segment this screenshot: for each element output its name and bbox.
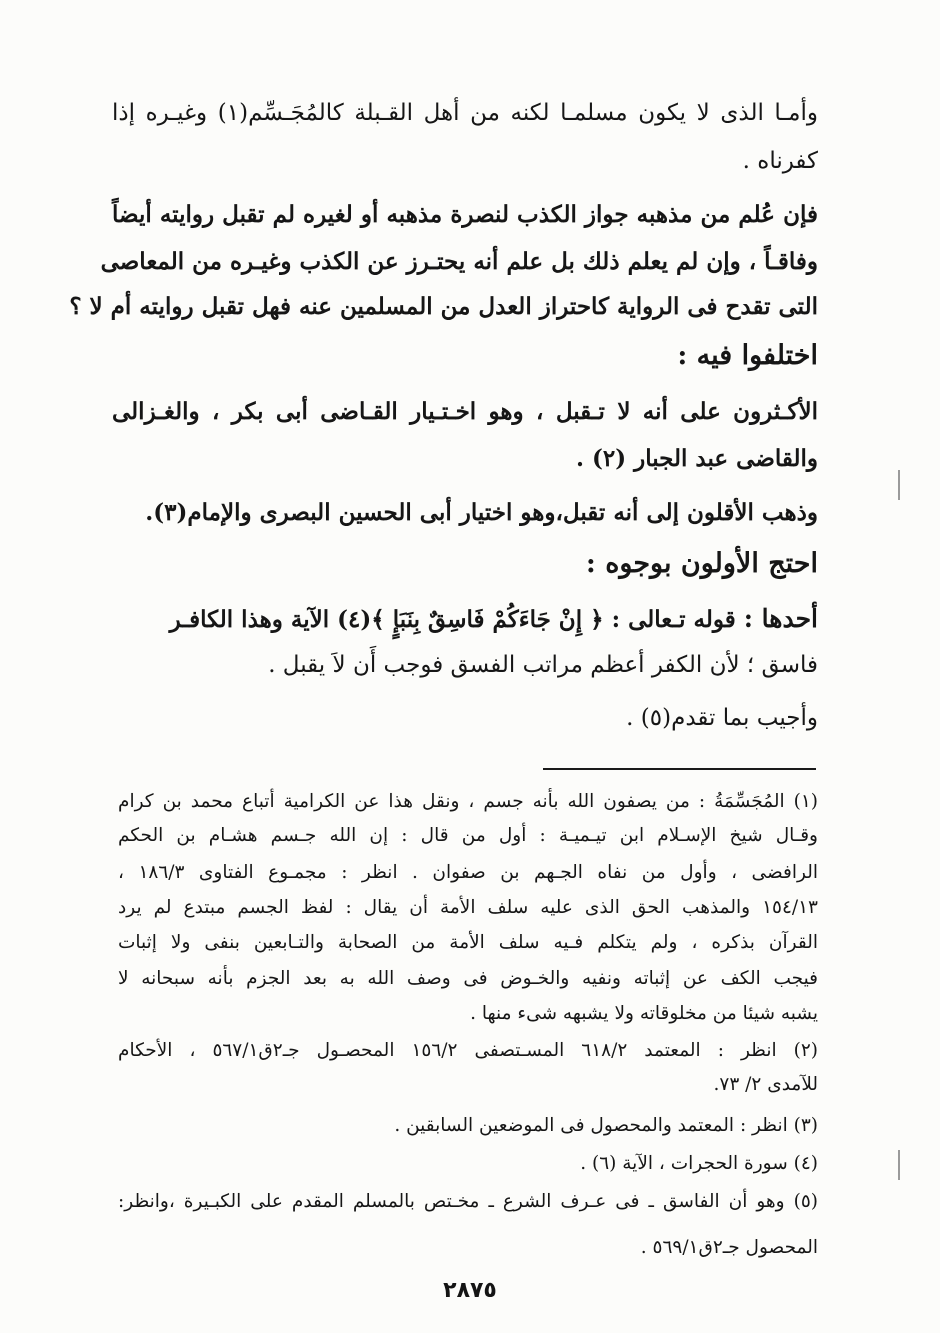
section-heading-2: احتج الأولون بوجوه : [585, 548, 818, 579]
body-line-2: كفرناه . [742, 148, 818, 174]
footnote-3: (٣) انظر : المعتمد والمحصول فى الموضعين السابقين . [394, 1115, 818, 1136]
footnote-2-line-1: (٢) انظر : المعتمد ٦١٨/٢ المسـتصفى ١٥٦/٢ المحصـول جـ٢ق٥٦٧/١ ، الأحكام [118, 1040, 818, 1061]
body-line-1: وأمـا الذى لا يكون مسلمـا لكنه من أهل القـبلة كالمُجَـسِّم(١) وغيـره إذا [112, 100, 818, 126]
footnote-5-line-1: (٥) وهو أن الفاسق ـ فى عـرف الشرع ـ مخـتص بالمسلم المقدم على الكبـيرة ،وانظر: [118, 1191, 818, 1212]
body-line-10: فاسق ؛ لأن الكفر أعظم مراتب الفسق فوجب أَن لاَ يقبل . [268, 652, 818, 678]
body-line-7: والقاضى عبد الجبار (٢) . [575, 445, 818, 472]
scan-edge-mark [898, 470, 900, 500]
section-heading-1: اختلفوا فيه : [677, 340, 818, 371]
body-line-4: وفاقـاً ، وإن لم يعلم ذلك بل علم أنه يحتـرز عن الكذب وغيـره من المعاصى [100, 248, 818, 275]
footnote-1-line-1: (١) المُجَسِّمَةُ : من يصفون الله بأنه جسم ، ونقل هذا عن الكرامية أتباع محمد بن كرام [118, 791, 818, 812]
footnote-1-line-2: وقـال شيخ الإسـلام ابن تيـميـة : أول من قال : إن الله جـسم هشـام بن الحكم [118, 825, 818, 846]
body-line-5: التى تقدح فى الرواية كاحتراز العدل من المسلمين عنه فهل تقبل روايته أم لا ؟ [69, 293, 818, 320]
footnote-1-line-3: الرافضى ، وأول من نفاه الجـهم بن صفوان . انظر : مجمـوع الفتاوى ١٨٦/٣ ، [118, 862, 818, 883]
quranic-verse-line: قوله تـعالى : ﴿ إِنْ جَاءَكُمْ فَاسِقٌ بِنَبَإٍ ﴾(٤) الآية وهذا الكافـر [169, 606, 744, 633]
scan-edge-mark [898, 1150, 900, 1180]
body-line-6: الأكـثرون على أنه لا تـقبل ، وهو اخـتـيار القـاضى أبى بكر ، والغـزالى [112, 398, 818, 425]
body-line-9 [170, 604, 818, 633]
footnote-2-line-2: للآمدى ٢/ ٧٣. [713, 1074, 818, 1095]
body-line-8: وذهب الأقلون إلى أنه تقبل،وهو اختيار أبى الحسين البصرى والإمام(٣). [145, 499, 818, 526]
footnote-1-line-5: القرآن بذكره ، ولم يتكلم فـيه سلف الأمة من الصحابة والتـابعين بنفى ولا إثبات [118, 932, 818, 953]
footnote-separator [543, 768, 816, 770]
footnote-1-line-6: فيجب الكف عن إثباته ونفيه والخـوض فى وصف الله به بعد الجزم بأنه سبحانه لا [118, 968, 818, 989]
footnote-4: (٤) سورة الحجرات ، الآية (٦) . [580, 1153, 818, 1174]
footnote-1-line-7: يشبه شيئا من مخلوقاته ولا يشبهه شىء منها . [470, 1003, 818, 1024]
footnote-5-line-2: المحصول جـ٢ق٥٦٩/١ . [640, 1237, 818, 1258]
argument-lead-label: أحدها : [743, 604, 818, 633]
body-line-3: فإن عُلم من مذهبه جواز الكذب لنصرة مذهبه أو لغيره لم تقبل روايته أيضاً [112, 201, 818, 228]
body-line-11: وأجيب بما تقدم(٥) . [626, 705, 818, 731]
page-number: ٢٨٧٥ [443, 1278, 497, 1303]
footnote-1-line-4: ١٥٤/١٣ والمذهب الحق الذى عليه سلف الأمة أن يقال : لفظ الجسم مبتدع لم يرد [118, 897, 818, 918]
